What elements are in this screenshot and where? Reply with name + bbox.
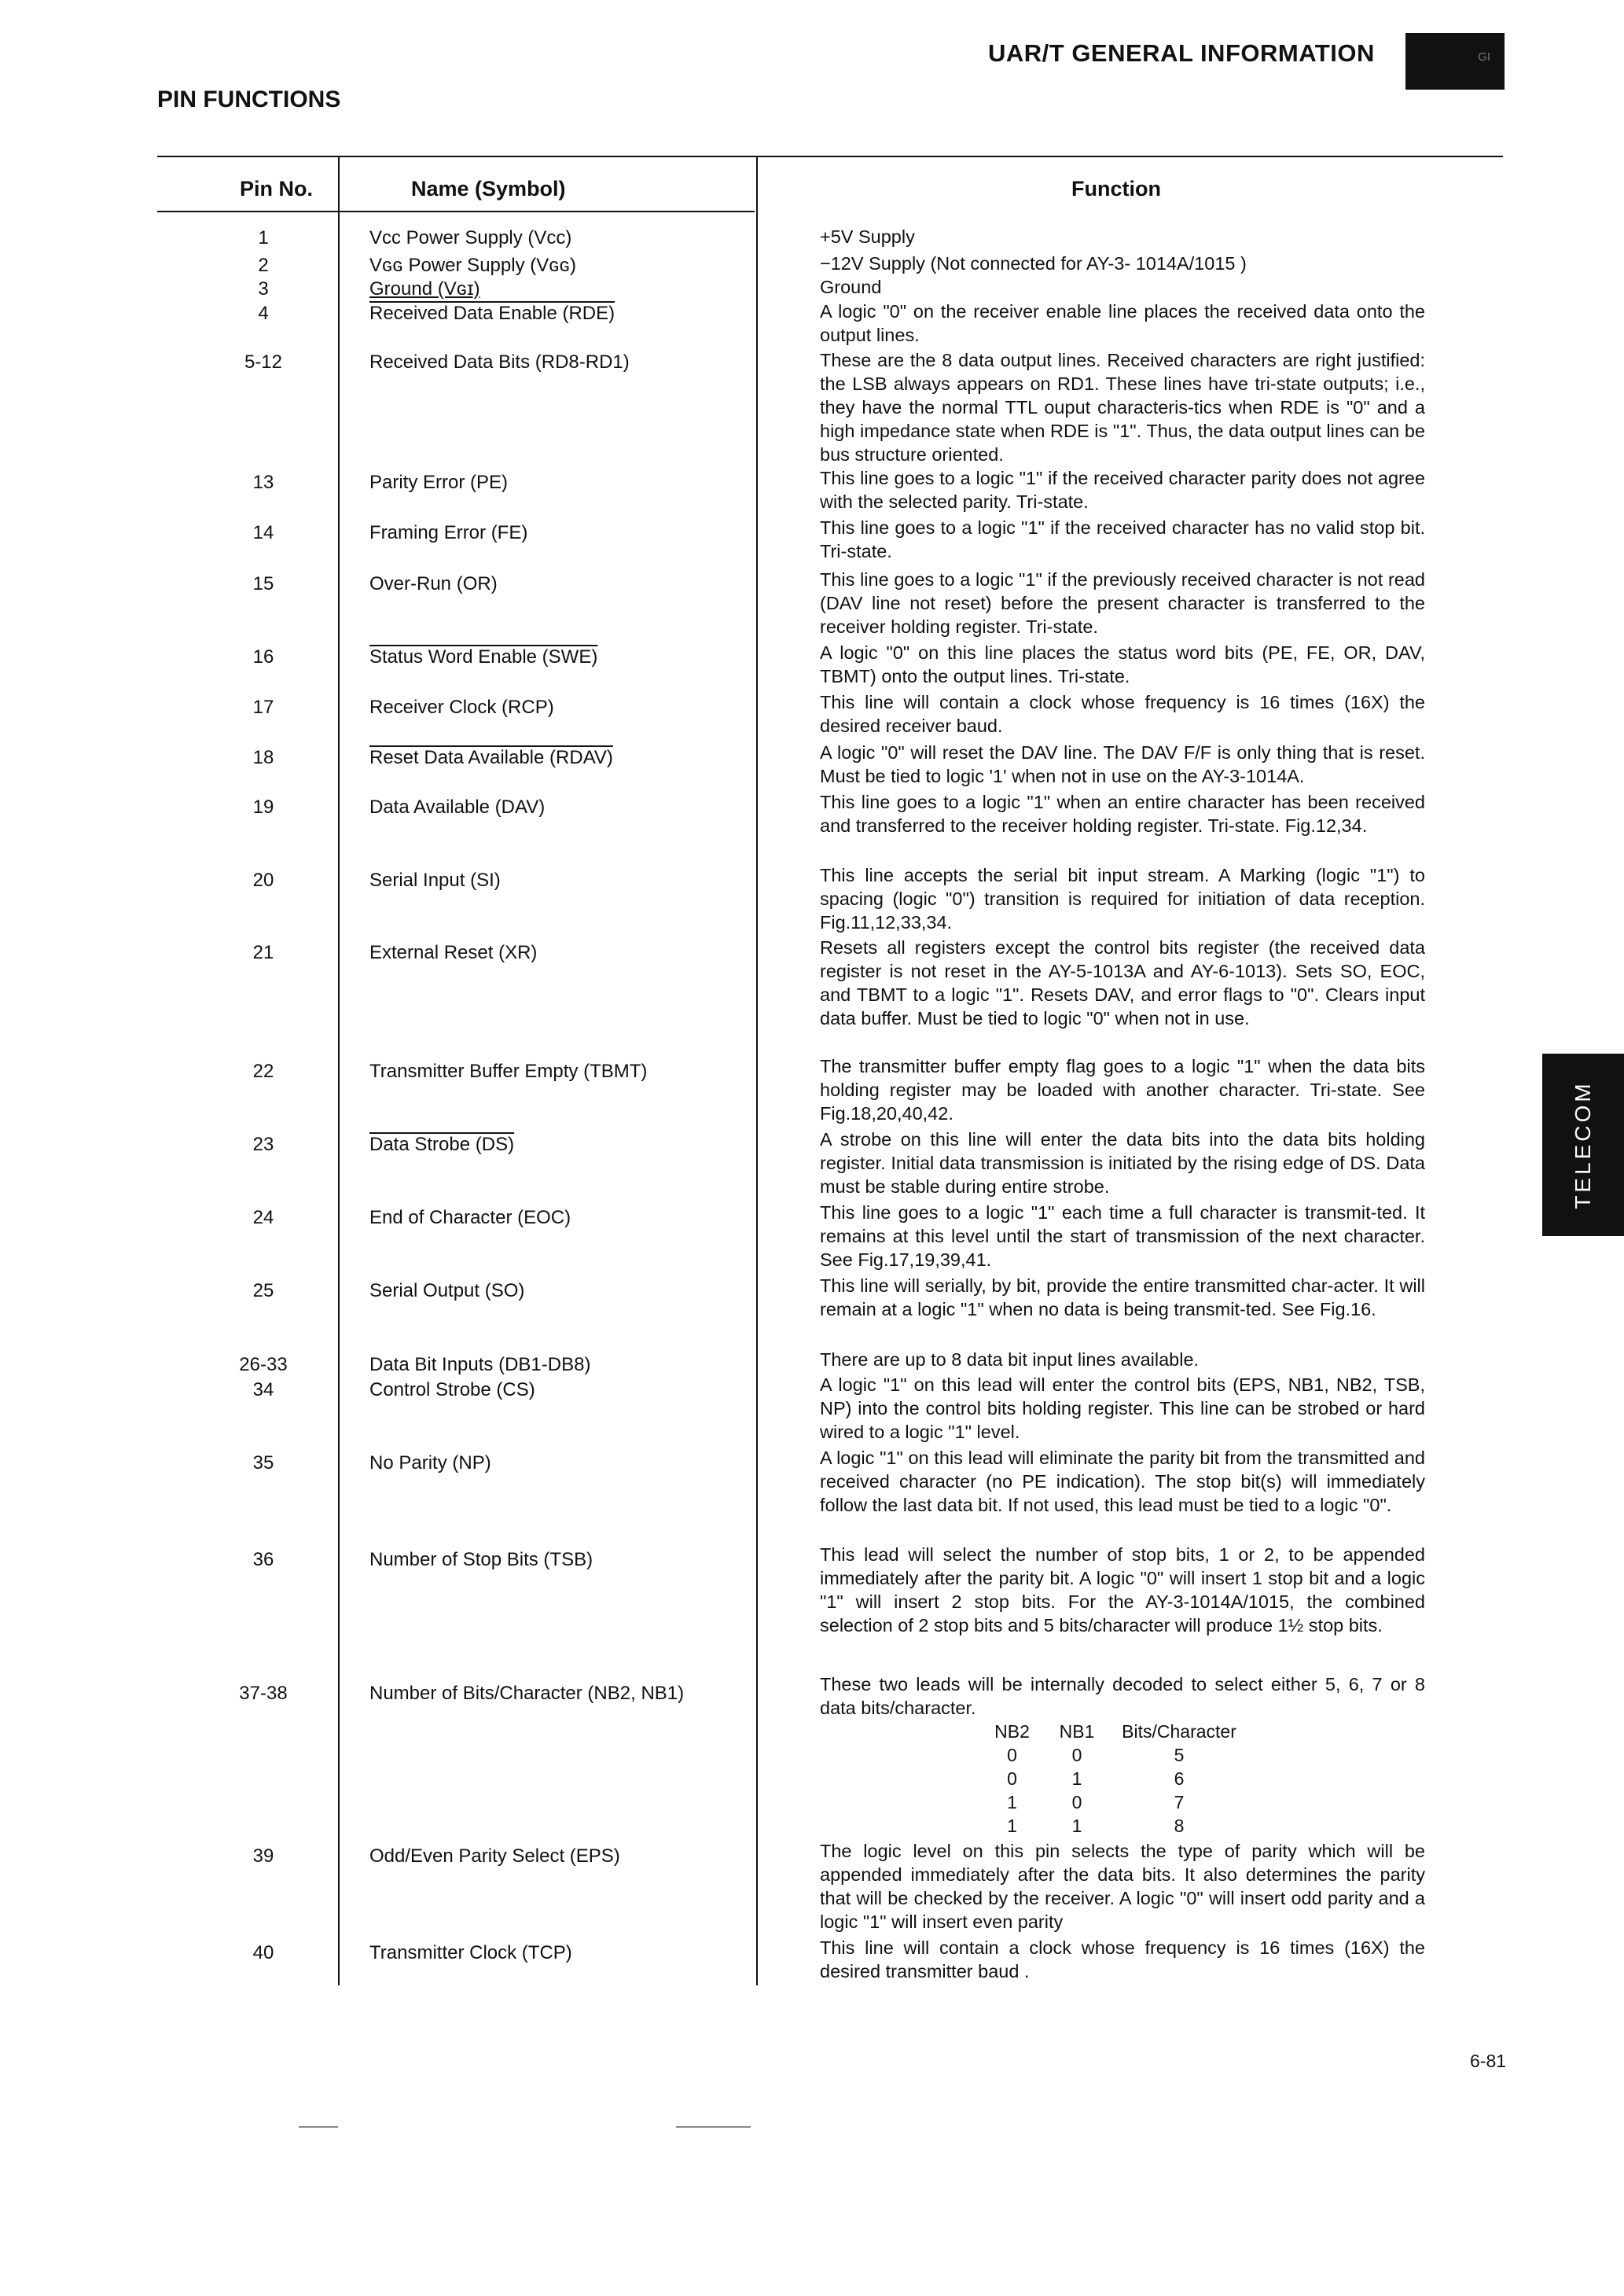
- column-divider-right: [756, 157, 758, 1985]
- pin-number: 37-38: [239, 1683, 288, 1704]
- pin-name: Data Bit Inputs (DB1-DB8): [369, 1354, 591, 1375]
- nb-cell: 1: [1071, 1816, 1082, 1836]
- pin-function: The transmitter buffer empty flag goes to a logic "1" when the data bits holding register may be loaded with another character. Tri-state. See Fig.18,20,40,42.: [820, 1056, 1425, 1124]
- nb-cell: 1: [1071, 1768, 1082, 1789]
- scan-mark: [676, 2126, 751, 2128]
- pin-function: This line goes to a logic "1" if the received character parity does not agree with the selected parity. Tri-state.: [820, 468, 1425, 512]
- pin-function: The logic level on this pin selects the type of parity which will be appended immediately after the data bits. It also determines the parity that will be checked by the receiver. A logic "0" will insert odd parity and a logic "1" will insert even parity: [820, 1841, 1425, 1932]
- nb-cell: 8: [1174, 1816, 1185, 1836]
- nb-table-row: [975, 1790, 1254, 1814]
- pin-name: Control Strobe (CS): [369, 1379, 535, 1400]
- pin-number: 26-33: [239, 1354, 288, 1375]
- pin-function: This line will contain a clock whose frequency is 16 times (16X) the desired transmitter baud .: [820, 1937, 1425, 1981]
- pin-number: 3: [258, 278, 269, 300]
- nb-table-row: [975, 1743, 1254, 1767]
- pin-name: Parity Error (PE): [369, 472, 509, 493]
- column-header-name: Name (Symbol): [411, 177, 566, 201]
- pin-name: Over-Run (OR): [369, 573, 498, 594]
- pin-number: 22: [252, 1061, 274, 1082]
- column-header-pin: Pin No.: [240, 177, 313, 201]
- scan-mark: [299, 2126, 338, 2128]
- pin-function: Ground: [820, 277, 882, 297]
- pin-function: Resets all registers except the control bits register (the received data register is not reset in the AY-5-1013A and AY-6-1013). Sets SO, EOC, and TBMT to a logic "1". Resets DAV, and error flags to "0". Clears input data buffer. Must be tied to logic "0" when not in use.: [820, 937, 1425, 1028]
- pin-number: 4: [258, 303, 269, 324]
- pin-name: Number of Bits/Character (NB2, NB1): [369, 1683, 685, 1704]
- pin-name: End of Character (EOC): [369, 1207, 571, 1228]
- section-tab: [1542, 1054, 1624, 1236]
- pin-name: Serial Output (SO): [369, 1280, 525, 1301]
- pin-function: This line goes to a logic "1" if the previously received character is not read (DAV line not reset) before the present character is transferred to the receiver holding register. Tri-state.: [820, 569, 1425, 637]
- pin-function: These are the 8 data output lines. Received characters are right justified: the LSB always appears on RD1. These lines have tri-state outputs; i.e., they have the normal TTL ouput characteris-tics when RDE is "0" and a high impedance state when RDE is "1". Thus, the data output lines can be bus structure oriented.: [820, 350, 1425, 465]
- pin-name: Data Strobe (DS): [369, 1134, 515, 1155]
- pin-number: 40: [252, 1942, 274, 1963]
- logo-text: GI: [1478, 50, 1490, 64]
- pin-number: 19: [252, 797, 274, 818]
- pin-name: Framing Error (FE): [369, 522, 528, 543]
- nb-table-header: [975, 1720, 1254, 1743]
- pin-number: 39: [252, 1845, 274, 1867]
- pin-name: Receiver Clock (RCP): [369, 697, 554, 718]
- nb-table-row: [975, 1767, 1254, 1790]
- nb-cell: 7: [1174, 1792, 1185, 1812]
- pin-function: These two leads will be internally decoded to select either 5, 6, 7 or 8 data bits/character.: [820, 1674, 1425, 1718]
- page-number: 6-81: [1470, 2051, 1507, 2071]
- pin-name: External Reset (XR): [369, 942, 538, 963]
- pin-name: Serial Input (SI): [369, 870, 501, 891]
- column-divider-left: [338, 157, 340, 1985]
- pin-number: 24: [252, 1207, 274, 1228]
- pin-name: No Parity (NP): [369, 1452, 491, 1474]
- nb-cell: 0: [1007, 1768, 1017, 1789]
- pin-name: Vɢɢ Power Supply (Vɢɢ): [369, 255, 577, 276]
- nb-cell: 1: [1007, 1792, 1017, 1812]
- pin-name: Number of Stop Bits (TSB): [369, 1549, 593, 1570]
- pin-function: A logic "0" on this line places the status word bits (PE, FE, OR, DAV, TBMT) onto the output lines. Tri-state.: [820, 642, 1425, 686]
- company-logo: [1405, 33, 1505, 90]
- nb-cell: 5: [1174, 1745, 1185, 1765]
- pin-number: 21: [252, 942, 274, 963]
- nb-cell: 0: [1071, 1745, 1082, 1765]
- nb-header-nb2: NB2: [994, 1721, 1030, 1742]
- pin-number: 20: [252, 870, 274, 891]
- pin-name: Ground (Vɢɪ): [369, 278, 480, 300]
- pin-name: Transmitter Clock (TCP): [369, 1942, 572, 1963]
- pin-number: 18: [252, 747, 274, 768]
- page-title: UAR/T GENERAL INFORMATION: [988, 39, 1375, 67]
- pin-name: Transmitter Buffer Empty (TBMT): [369, 1061, 648, 1082]
- pin-number: 25: [252, 1280, 274, 1301]
- pin-number: 23: [252, 1134, 274, 1155]
- pin-name: Odd/Even Parity Select (EPS): [369, 1845, 620, 1867]
- nb-header-nb1: NB1: [1059, 1721, 1095, 1742]
- pin-number: 1: [258, 227, 269, 248]
- nb-header-bits: Bits/Character: [1122, 1721, 1236, 1742]
- nb-cell: 1: [1007, 1816, 1017, 1836]
- section-tab-label: TELECOM: [1571, 1080, 1595, 1209]
- pin-number: 16: [252, 646, 274, 668]
- pin-name: Reset Data Available (RDAV): [369, 747, 613, 768]
- nb-cell: 0: [1007, 1745, 1017, 1765]
- pin-number: 17: [252, 697, 274, 718]
- pin-function: This line goes to a logic "1" each time a full character is transmit-ted. It remains at this level until the start of transmission of the next character. See Fig.17,19,39,41.: [820, 1202, 1425, 1270]
- column-header-function: Function: [1071, 177, 1161, 201]
- pin-number: 35: [252, 1452, 274, 1474]
- pin-number: 34: [252, 1379, 274, 1400]
- pin-name: Status Word Enable (SWE): [369, 646, 598, 668]
- pin-function: This line goes to a logic "1" when an entire character has been received and transferred to the receiver holding register. Tri-state. Fig.12,34.: [820, 792, 1425, 836]
- pin-name: Received Data Bits (RD8-RD1): [369, 351, 630, 373]
- pin-function: There are up to 8 data bit input lines available.: [820, 1349, 1200, 1370]
- pin-function: A logic "1" on this lead will eliminate the parity bit from the transmitted and received character (no PE indication). The stop bit(s) will immediately follow the last data bit. If not used, this lead must be tied to a logic "0".: [820, 1448, 1425, 1515]
- pin-name: Vᴄᴄ Power Supply (Vᴄᴄ): [369, 227, 572, 248]
- header-underline-rule: [157, 211, 755, 212]
- pin-function: This lead will select the number of stop bits, 1 or 2, to be appended immediately after the parity bit. A logic "0" will insert 1 stop bit and a logic "1" will insert 2 stop bits. For the AY-3-1014A/1015, the combined selection of 2 stop bits and 5 bits/character will produce 1½ stop bits.: [820, 1544, 1425, 1636]
- pin-name: Received Data Enable (RDE): [369, 303, 615, 324]
- section-title: PIN FUNCTIONS: [157, 86, 341, 112]
- pin-name: Data Available (DAV): [369, 797, 546, 818]
- pin-number: 13: [252, 472, 274, 493]
- pin-number: 2: [258, 255, 269, 276]
- pin-function: A logic "1" on this lead will enter the control bits (EPS, NB1, NB2, TSB, NP) into the control bits holding register. This line can be strobed or hard wired to a logic "1" level.: [820, 1374, 1425, 1442]
- bits-per-character-table: [975, 1720, 1254, 1838]
- pin-function: A strobe on this line will enter the data bits into the data bits holding register. Initial data transmission is initiated by the rising edge of DS. Data must be stable during entire strobe.: [820, 1129, 1425, 1197]
- pin-function: +5V Supply: [820, 226, 915, 247]
- pin-function: This line goes to a logic "1" if the received character has no valid stop bit. Tri-state.: [820, 517, 1425, 561]
- pin-number: 5-12: [244, 351, 283, 373]
- table-top-rule: [157, 156, 1503, 157]
- pin-function: This line will serially, by bit, provide the entire transmitted char-acter. It will remain at a logic "1" when no data is being transmit-ted. See Fig.16.: [820, 1275, 1425, 1319]
- pin-number: 36: [252, 1549, 274, 1570]
- pin-function: −12V Supply (Not connected for AY-3- 1014A/1015 ): [820, 253, 1247, 274]
- pin-function: This line will contain a clock whose frequency is 16 times (16X) the desired receiver baud.: [820, 692, 1425, 736]
- pin-number: 14: [252, 522, 274, 543]
- pin-function: A logic "0" will reset the DAV line. The DAV F/F is only thing that is reset. Must be tied to logic '1' when not in use on the AY-3-1014A.: [820, 742, 1425, 786]
- pin-function: A logic "0" on the receiver enable line places the received data onto the output lines.: [820, 301, 1425, 345]
- nb-cell: 0: [1071, 1792, 1082, 1812]
- pin-function: This line accepts the serial bit input stream. A Marking (logic "1") to spacing (logic "0") transition is required for initiation of data reception. Fig.11,12,33,34.: [820, 865, 1425, 933]
- pin-number: 15: [252, 573, 274, 594]
- nb-cell: 6: [1174, 1768, 1185, 1789]
- nb-table-row: [975, 1814, 1254, 1838]
